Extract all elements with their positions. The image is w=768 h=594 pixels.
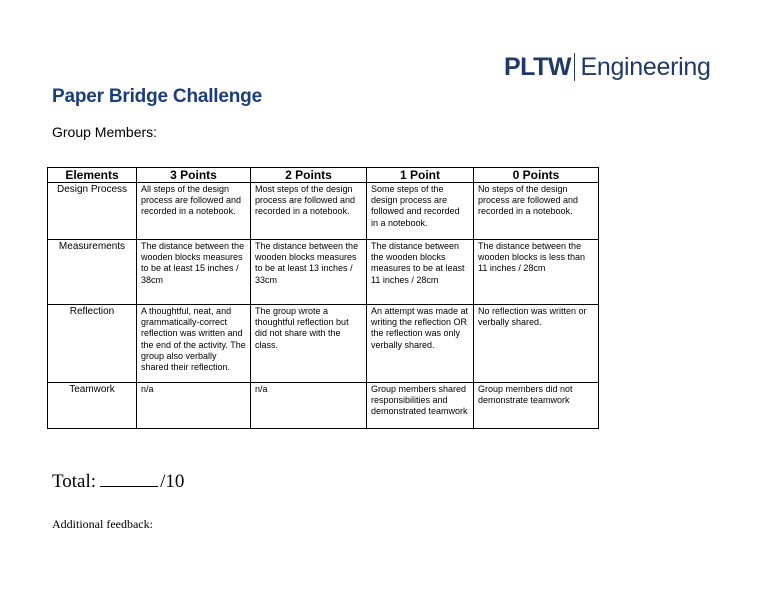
table-cell: The group wrote a thoughtful reflection but did not share with the class. xyxy=(251,305,367,383)
table-cell: The distance between the wooden blocks measures to be at least 11 inches / 28cm xyxy=(367,240,474,305)
header-2-points: 2 Points xyxy=(251,168,367,183)
table-row xyxy=(48,240,599,305)
table-cell: n/a xyxy=(251,383,367,429)
additional-feedback-label: Additional feedback: xyxy=(52,517,153,531)
row-element: Teamwork xyxy=(48,383,137,429)
total-score-line xyxy=(52,470,184,493)
table-cell: Most steps of the design process are followed and recorded in a notebook. xyxy=(251,183,367,240)
row-element: Reflection xyxy=(48,305,137,383)
page-title: Paper Bridge Challenge xyxy=(52,86,262,107)
header-1-point: 1 Point xyxy=(367,168,474,183)
table-row xyxy=(48,183,599,240)
table-row xyxy=(48,305,599,383)
table-cell: A thoughtful, neat, and grammatically-correct reflection was written and the end of the activity. The group also verbally shared their reflection. xyxy=(137,305,251,383)
logo-brand: PLTW xyxy=(504,52,571,81)
row-element: Measurements xyxy=(48,240,137,305)
table-cell: No steps of the design process are followed and recorded in a notebook. xyxy=(474,183,599,240)
pltw-engineering-logo xyxy=(504,50,711,84)
table-cell: The distance between the wooden blocks measures to be at least 15 inches / 38cm xyxy=(137,240,251,305)
table-cell: n/a xyxy=(137,383,251,429)
header-3-points: 3 Points xyxy=(137,168,251,183)
table-cell: All steps of the design process are followed and recorded in a notebook. xyxy=(137,183,251,240)
table-cell: The distance between the wooden blocks measures to be at least 13 inches / 33cm xyxy=(251,240,367,305)
row-element: Design Process xyxy=(48,183,137,240)
total-out-of: /10 xyxy=(160,471,185,492)
header-elements: Elements xyxy=(48,168,137,183)
rubric-header-row xyxy=(48,168,599,183)
table-cell: Group members did not demonstrate teamwork xyxy=(474,383,599,429)
total-label: Total: xyxy=(52,471,97,492)
table-cell: Group members shared responsibilities and demonstrated teamwork xyxy=(367,383,474,429)
total-blank-field[interactable] xyxy=(100,470,158,487)
logo-divider xyxy=(574,53,576,81)
rubric-table xyxy=(47,167,599,429)
group-members-label: Group Members: xyxy=(52,124,158,140)
table-row xyxy=(48,383,599,429)
table-cell: No reflection was written or verbally shared. xyxy=(474,305,599,383)
logo-division: Engineering xyxy=(580,52,711,81)
table-cell: Some steps of the design process are followed and recorded in a notebook. xyxy=(367,183,474,240)
table-cell: The distance between the wooden blocks is less than 11 inches / 28cm xyxy=(474,240,599,305)
header-0-points: 0 Points xyxy=(474,168,599,183)
table-cell: An attempt was made at writing the reflection OR the reflection was only verbally shared. xyxy=(367,305,474,383)
